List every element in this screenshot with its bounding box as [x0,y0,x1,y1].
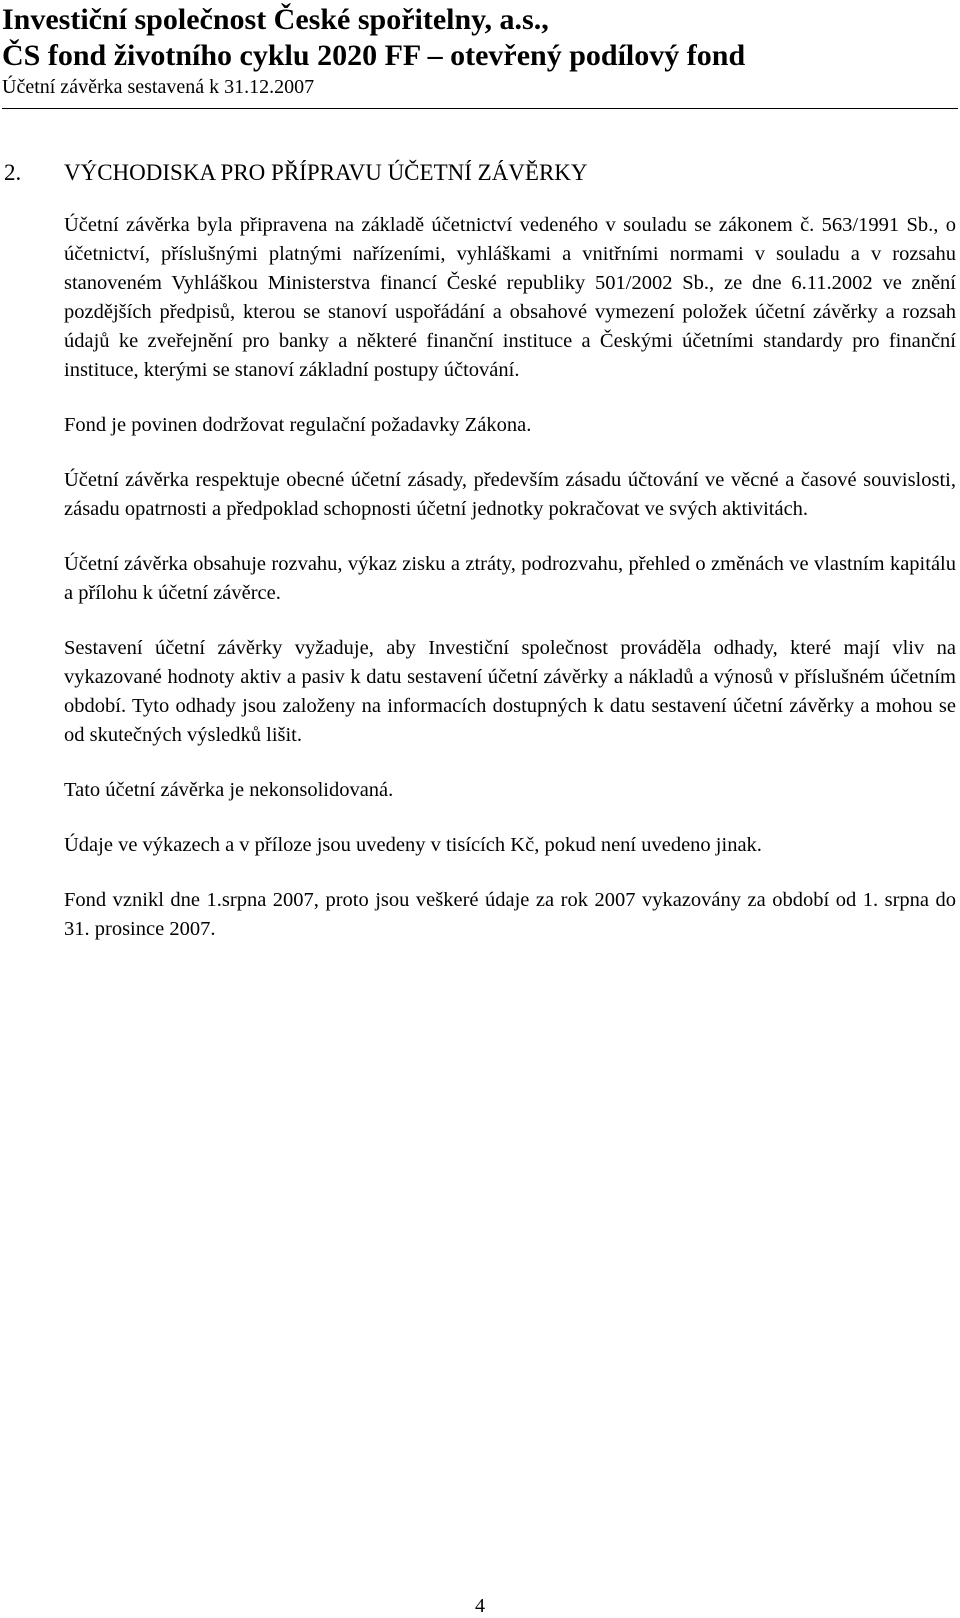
paragraph-basis: Účetní závěrka byla připravena na základě účetnictví vedeného v souladu se zákonem č. 563/1991 Sb., o účetnictví, příslušnými platnými nařízeními, vyhláškami a vnitřními normami v souladu a v rozsahu stanoveném Vyhláškou Ministerstva financí České republiky 501/2002 Sb., ze dne 6.11.2002 ve znění pozdějších předpisů, kterou se stanoví uspořádání a obsahové vymezení položek účetní závěrky a rozsah údajů ke zveřejnění pro banky a některé finanční instituce a Českými účetními standardy pro finanční instituce, kterými se stanoví základní postupy účtování. [64,214,956,381]
paragraph-units: Údaje ve výkazech a v příloze jsou uvedeny v tisících Kč, pokud není uvedeno jinak. [64,834,762,856]
paragraph-consolidation: Tato účetní závěrka je nekonsolidovaná. [64,779,394,801]
section-body [64,211,956,970]
company-name: Investiční společnost České spořitelny, a.s., [2,3,549,36]
fund-name: ČS fond životního cyklu 2020 FF – otevřený podílový fond [2,39,746,72]
paragraph-principles: Účetní závěrka respektuje obecné účetní zásady, především zásadu účtování ve věcné a časové souvislosti, zásadu opatrnosti a předpoklad schopnosti účetní jednotky pokračovat ve svých aktivitách. [64,469,956,520]
paragraph-regulation: Fond je povinen dodržovat regulační požadavky Zákona. [64,414,532,436]
paragraph-period: Fond vznikl dne 1.srpna 2007, proto jsou veškeré údaje za rok 2007 vykazovány za období od 1. srpna do 31. prosince 2007. [64,889,956,940]
paragraph-estimates: Sestavení účetní závěrky vyžaduje, aby Investiční společnost prováděla odhady, které mají vliv na vykazované hodnoty aktiv a pasiv k datu sestavení účetní závěrky a nákladů a výnosů v příslušném účetním období. Tyto odhady jsou založeny na informacích dostupných k datu sestavení účetní závěrky a mohou se od skutečných výsledků lišit. [64,637,956,746]
section-number: 2. [4,160,22,185]
page-number: 4 [475,1595,485,1617]
section-title: VÝCHODISKA PRO PŘÍPRAVU ÚČETNÍ ZÁVĚRKY [64,160,588,185]
document-header [2,2,958,109]
section-heading [4,158,588,188]
paragraph-components: Účetní závěrka obsahuje rozvahu, výkaz zisku a ztráty, podrozvahu, přehled o změnách ve vlastním kapitálu a přílohu k účetní závěrce. [64,553,956,604]
statement-date: Účetní závěrka sestavená k 31.12.2007 [2,76,315,98]
